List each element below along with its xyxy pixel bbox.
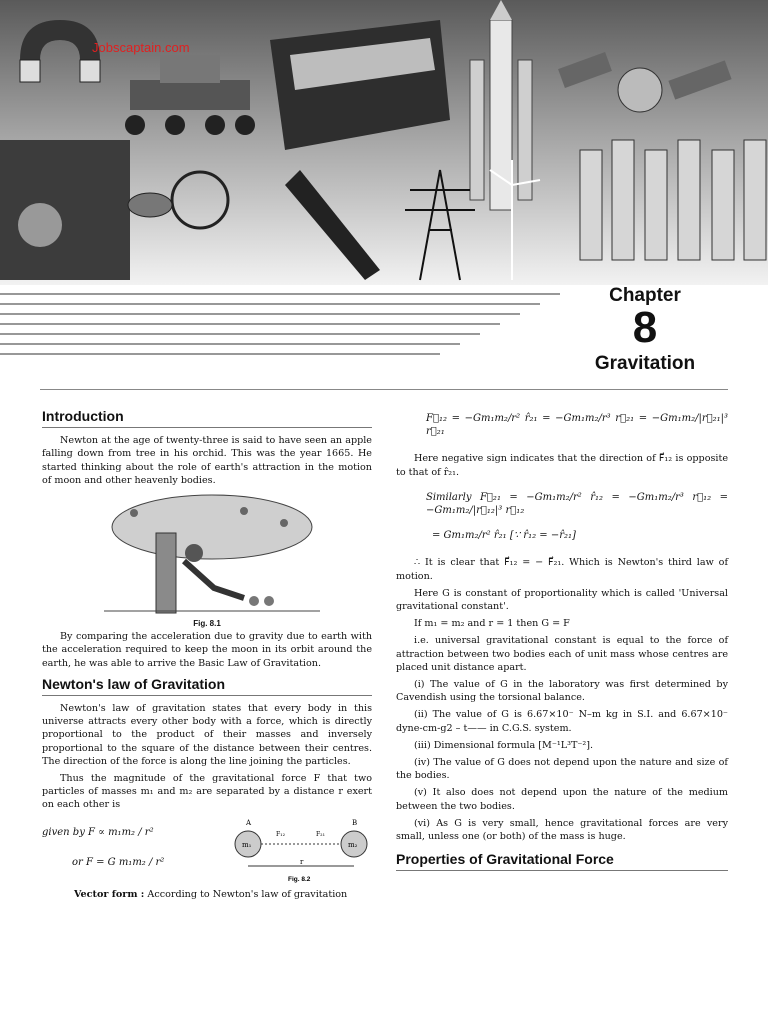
property-item-3: (iii) Dimensional formula [M⁻¹L³T⁻²]. bbox=[414, 739, 594, 751]
chapter-title: Gravitation bbox=[594, 353, 696, 374]
vector-equation-f12: F⃗₁₂ = −Gm₁m₂/r² r̂₂₁ = −Gm₁m₂/r³ r⃗₂₁ = −Gm₁m₂/|r⃗₂₁|³ r⃗₂₁ bbox=[426, 413, 728, 438]
section-heading-properties: Properties of Gravitational Force bbox=[396, 853, 728, 871]
newton-tree-illustration bbox=[104, 493, 320, 615]
vector-form-label: Vector form : bbox=[74, 888, 145, 900]
divider bbox=[40, 389, 728, 390]
fig2-force-12: F₁₂ bbox=[276, 830, 285, 838]
fig2-mass-2: m₂ bbox=[348, 840, 358, 849]
vector-equation-f21: Similarly F⃗₂₁ = −Gm₁m₂/r² r̂₁₂ = −Gm₁m₂/r³ r⃗₁₂ = −Gm₁m₂/|r⃗₁₂|³ r⃗₁₂ bbox=[426, 491, 728, 517]
negative-sign-note: Here negative sign indicates that the direction of F⃗₁₂ is opposite to that of r̂₂₁. bbox=[396, 453, 728, 478]
law-paragraph-2: Thus the magnitude of the gravitational force F that two particles of masses m₁ and m₂ are separated by a distance r exert on each other is bbox=[42, 773, 372, 811]
chapter-banner bbox=[0, 0, 768, 285]
decorative-rules bbox=[0, 292, 560, 372]
vector-form-text: According to Newton's law of gravitation bbox=[147, 888, 348, 900]
vector-equation-f21-result: = Gm₁m₂/r² r̂₂₁ [∵ r̂₁₂ = −r̂₂₁] bbox=[432, 530, 576, 542]
figure-caption-1: Fig. 8.1 bbox=[193, 619, 221, 629]
chapter-number: 8 bbox=[632, 303, 658, 352]
two-mass-figure bbox=[232, 816, 372, 886]
site-brand-link[interactable]: Jobscaptain.com bbox=[92, 40, 190, 55]
fig2-caption: Fig. 8.2 bbox=[288, 875, 311, 883]
property-item-4: (iv) The value of G does not depend upon the nature and size of the bodies. bbox=[396, 757, 728, 782]
proportion-equation: given by F ∝ m₁m₂ / r² bbox=[42, 826, 154, 838]
fig2-force-21: F₂₁ bbox=[316, 830, 325, 838]
newton-tree-figure bbox=[104, 493, 320, 615]
property-item-2: (ii) The value of G is 6.67×10⁻ N–m kg in S.I. and 6.67×10⁻ dyne-cm-g2 – t—— in C.G.S. system. bbox=[396, 709, 728, 734]
chapter-label: Chapter bbox=[609, 285, 681, 306]
property-item-1: (i) The value of G in the laboratory was first determined by Cavendish using the torsional balance. bbox=[396, 679, 728, 704]
fig2-distance: r bbox=[300, 857, 304, 866]
third-law-note: ∴ It is clear that F⃗₁₂ = − F⃗₂₁. Which is Newton's third law of motion. bbox=[396, 557, 728, 582]
circuit-board-icon bbox=[0, 140, 130, 280]
intro-paragraph-1: Newton at the age of twenty-three is said to have seen an apple falling down from tree in his orchid. This was the year 1665. He started thinking about the role of earth's attraction in the motion of moon and other heavenly bodies. bbox=[42, 435, 372, 486]
intro-paragraph-2: By comparing the acceleration due to gravity due to earth with the acceleration required to keep the moon in its orbit around the earth, he was able to arrive the Basic Law of Gravitation. bbox=[42, 631, 372, 669]
fig2-label-a: A bbox=[246, 818, 252, 827]
fig2-mass-1: m₁ bbox=[242, 840, 252, 849]
gravitation-equation: or F = G m₁m₂ / r² bbox=[72, 856, 165, 868]
constant-definition: i.e. universal gravitational constant is equal to the force of attraction between two bodies each of unit mass whose centres are placed unit distance apart. bbox=[396, 635, 728, 673]
right-column bbox=[396, 408, 728, 877]
property-item-5: (v) It also does not depend upon the nature of the medium between the two bodies. bbox=[396, 787, 728, 812]
constant-note: Here G is constant of proportionality which is called 'Universal gravitational constant'. bbox=[396, 587, 728, 613]
section-heading-law: Newton's law of Gravitation bbox=[42, 678, 372, 696]
section-heading-introduction: Introduction bbox=[42, 410, 372, 428]
transistor-icon bbox=[18, 203, 62, 247]
fig2-label-b: B bbox=[352, 818, 358, 827]
law-paragraph-1: Newton's law of gravitation states that every body in this universe attracts every other body with a force, which is directly proportional to the product of their masses and inversely proportional to the square of the distance between their centres. The direction of the force is along the line joining the particles. bbox=[42, 703, 372, 767]
property-item-6: (vi) As G is very small, hence gravitational forces are very small, unless one (or both) of the mass is huge. bbox=[396, 817, 728, 843]
left-column bbox=[42, 410, 372, 905]
unit-mass-condition: If m₁ = m₂ and r = 1 then G = F bbox=[414, 618, 570, 630]
